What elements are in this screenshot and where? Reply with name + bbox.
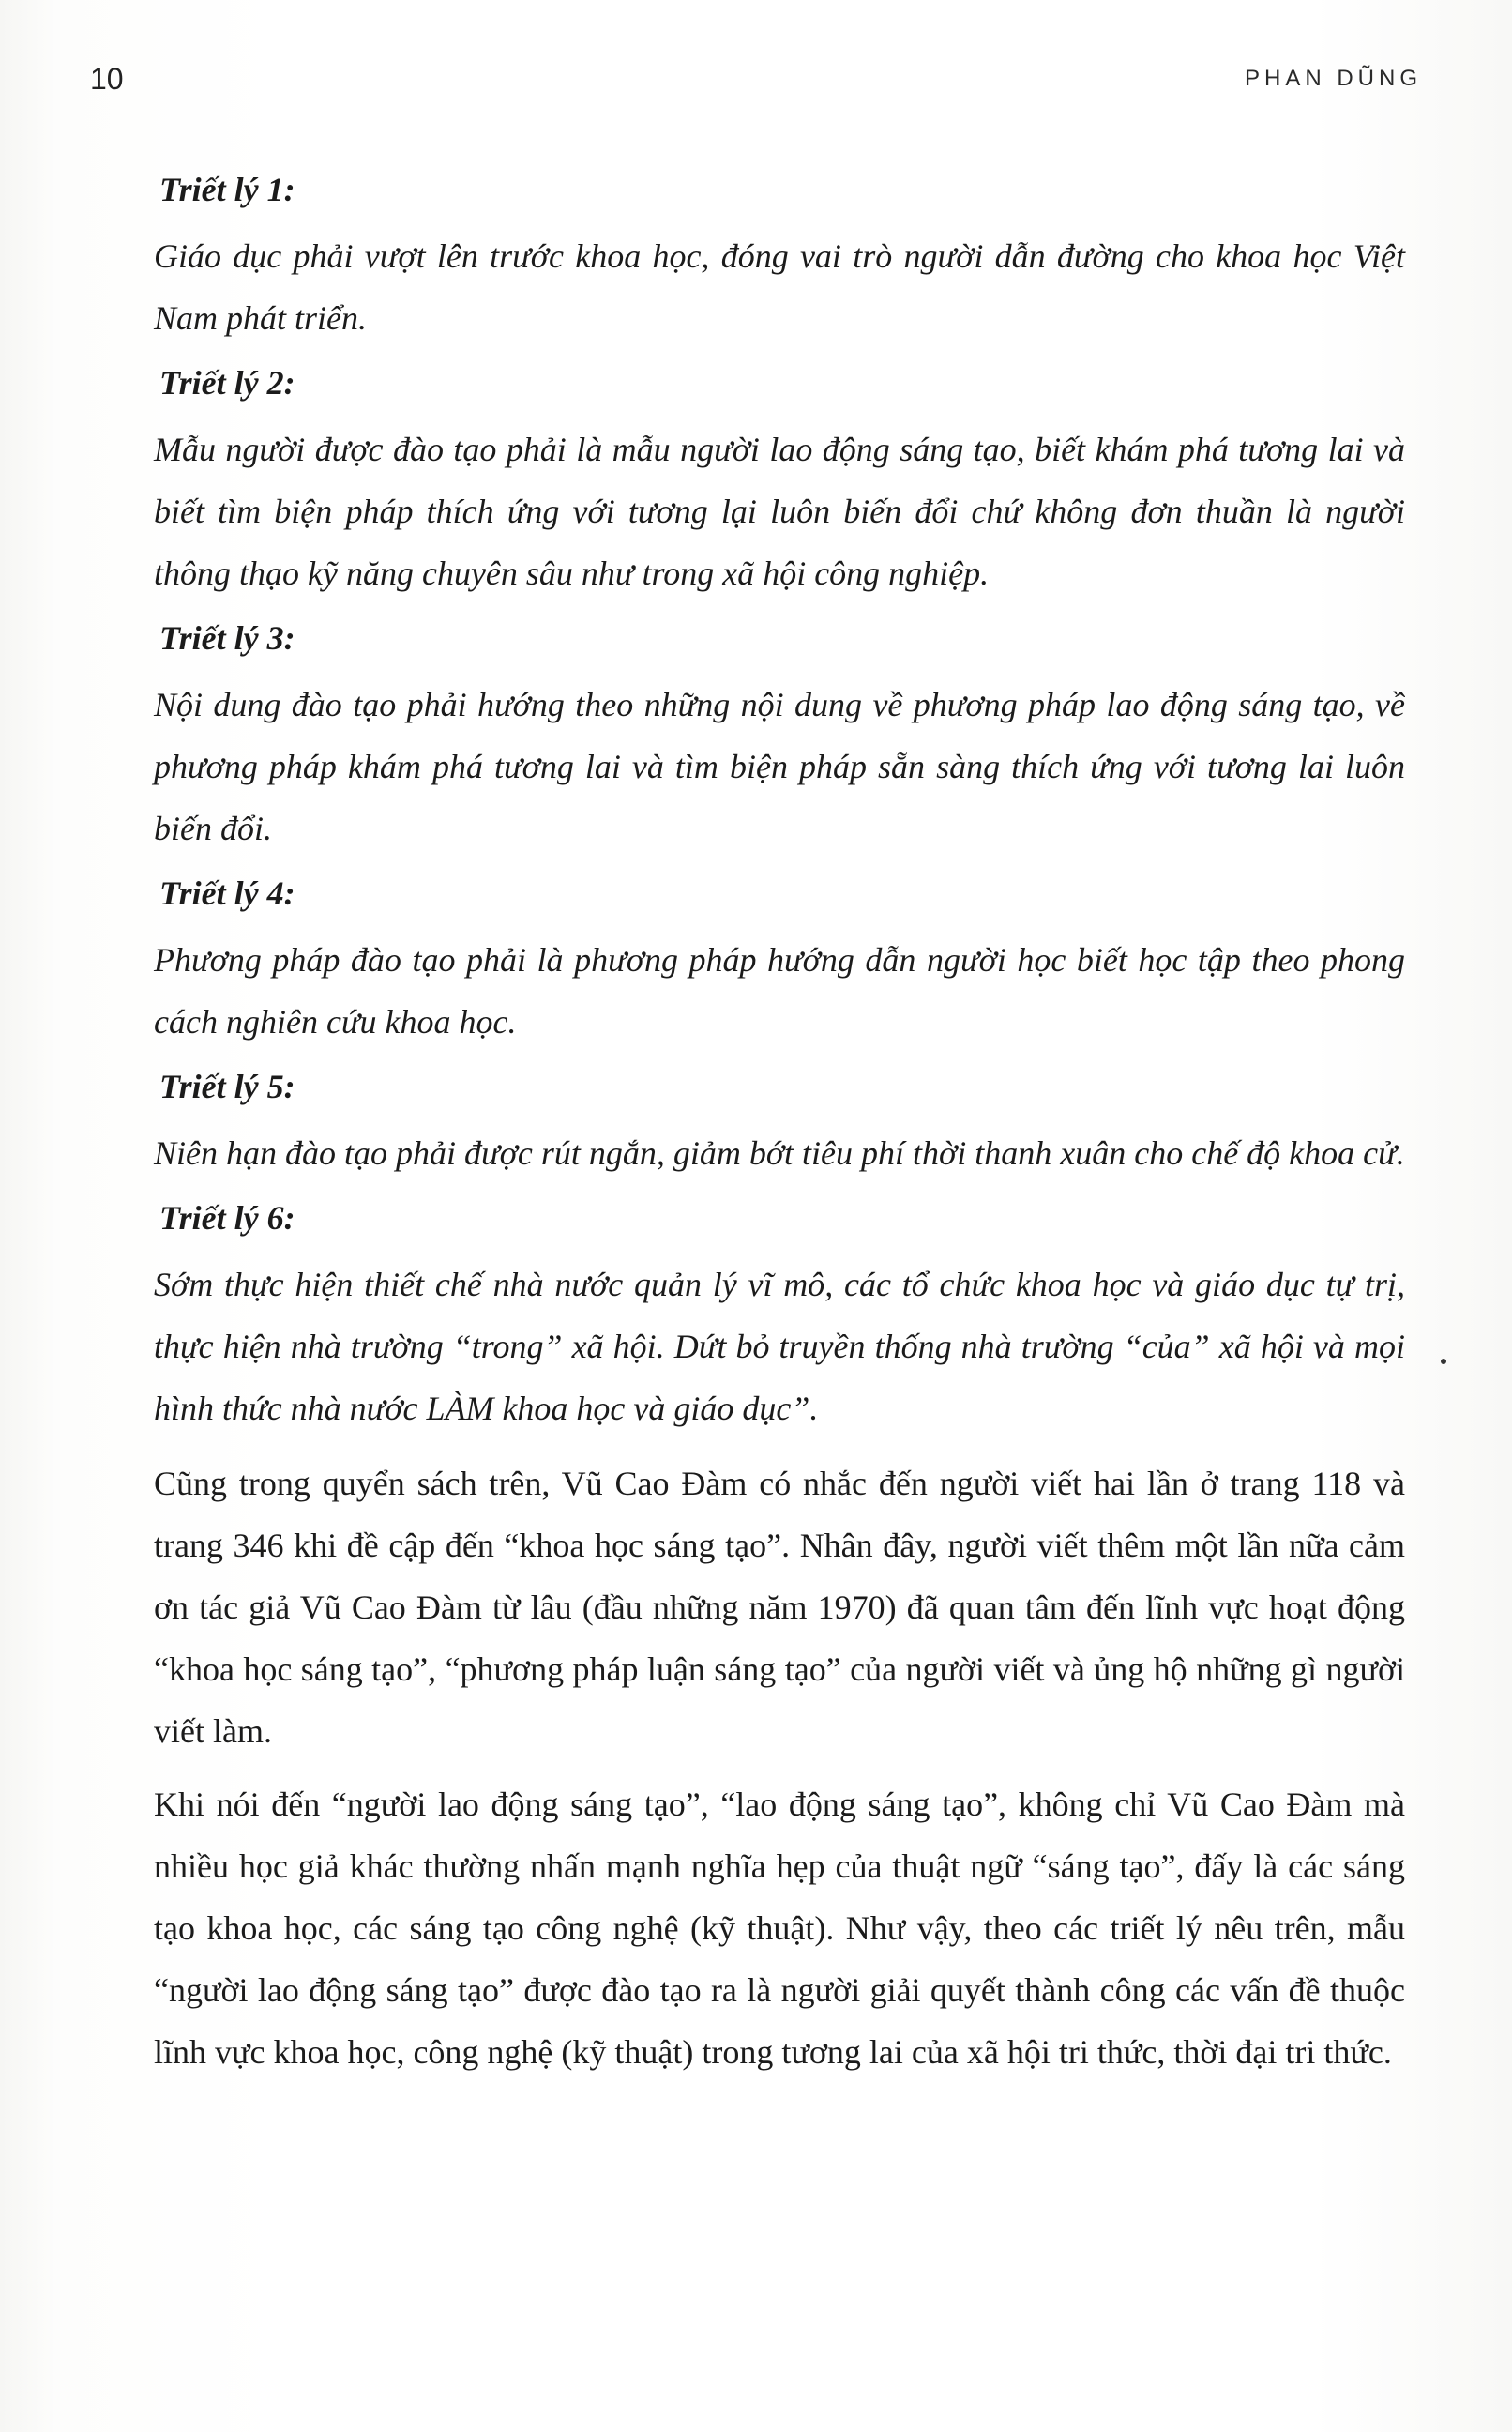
page-body	[154, 169, 1405, 2094]
body-paragraph: Cũng trong quyển sách trên, Vũ Cao Đàm có nhắc đến người viết hai lần ở trang 118 và trang 346 khi đề cập đến “khoa học sáng tạo”. Nhân đây, người viết thêm một lần nữa cảm ơn tác giả Vũ Cao Đàm từ lâu (đầu những năm 1970) đã quan tâm đến lĩnh vực hoạt động “khoa học sáng tạo”, “phương pháp luận sáng tạo” của người viết và ủng hộ những gì người viết làm.	[154, 1465, 1405, 1750]
ink-speck-mark	[1441, 1359, 1446, 1364]
principle-text: Giáo dục phải vượt lên trước khoa học, đóng vai trò người dẫn đường cho khoa học Việt Nam phát triển.	[154, 237, 1405, 337]
principle-text: Phương pháp đào tạo phải là phương pháp hướng dẫn người học biết học tập theo phong cách nghiên cứu khoa học.	[154, 941, 1405, 1041]
principle-text: Sớm thực hiện thiết chế nhà nước quản lý vĩ mô, các tổ chức khoa học và giáo dục tự trị, thực hiện nhà trường “trong” xã hội. Dứt bỏ truyền thống nhà trường “của” xã hội và mọi hình thức nhà nước LÀM khoa học và giáo dục”.	[154, 1266, 1405, 1427]
running-head-author: PHAN DŨNG	[1244, 66, 1422, 91]
body-paragraph: Khi nói đến “người lao động sáng tạo”, “lao động sáng tạo”, không chỉ Vũ Cao Đàm mà nhiều học giả khác thường nhấn mạnh nghĩa hẹp của thuật ngữ “sáng tạo”, đấy là các sáng tạo khoa học, các sáng tạo công nghệ (kỹ thuật). Như vậy, theo các triết lý nêu trên, mẫu “người lao động sáng tạo” được đào tạo ra là người giải quyết thành công các vấn đề thuộc lĩnh vực khoa học, công nghệ (kỹ thuật) trong tương lai của xã hội tri thức, thời đại tri thức.	[154, 1786, 1405, 2071]
principle-title: Triết lý 1:	[159, 171, 295, 208]
principle-block	[154, 362, 1405, 604]
principle-block	[154, 617, 1405, 859]
principle-block	[154, 1197, 1405, 1439]
principle-title: Triết lý 6:	[159, 1199, 295, 1237]
principle-block	[154, 1066, 1405, 1184]
page-header	[90, 62, 1422, 99]
principle-block	[154, 169, 1405, 349]
principle-title: Triết lý 5:	[159, 1068, 295, 1105]
principle-text: Nội dung đào tạo phải hướng theo những nội dung về phương pháp lao động sáng tạo, về phương pháp khám phá tương lai và tìm biện pháp sẵn sàng thích ứng với tương lai luôn biến đổi.	[154, 686, 1405, 847]
principle-title: Triết lý 4:	[159, 874, 295, 912]
principle-text: Mẫu người được đào tạo phải là mẫu người lao động sáng tạo, biết khám phá tương lai và biết tìm biện pháp thích ứng với tương lại luôn biến đổi chứ không đơn thuần là người thông thạo kỹ năng chuyên sâu như trong xã hội công nghiệp.	[154, 431, 1405, 592]
principle-text: Niên hạn đào tạo phải được rút ngắn, giảm bớt tiêu phí thời thanh xuân cho chế độ khoa cử.	[154, 1134, 1405, 1172]
principle-title: Triết lý 2:	[159, 364, 295, 402]
principle-block	[154, 873, 1405, 1053]
principle-title: Triết lý 3:	[159, 619, 295, 657]
page-number: 10	[90, 62, 124, 96]
